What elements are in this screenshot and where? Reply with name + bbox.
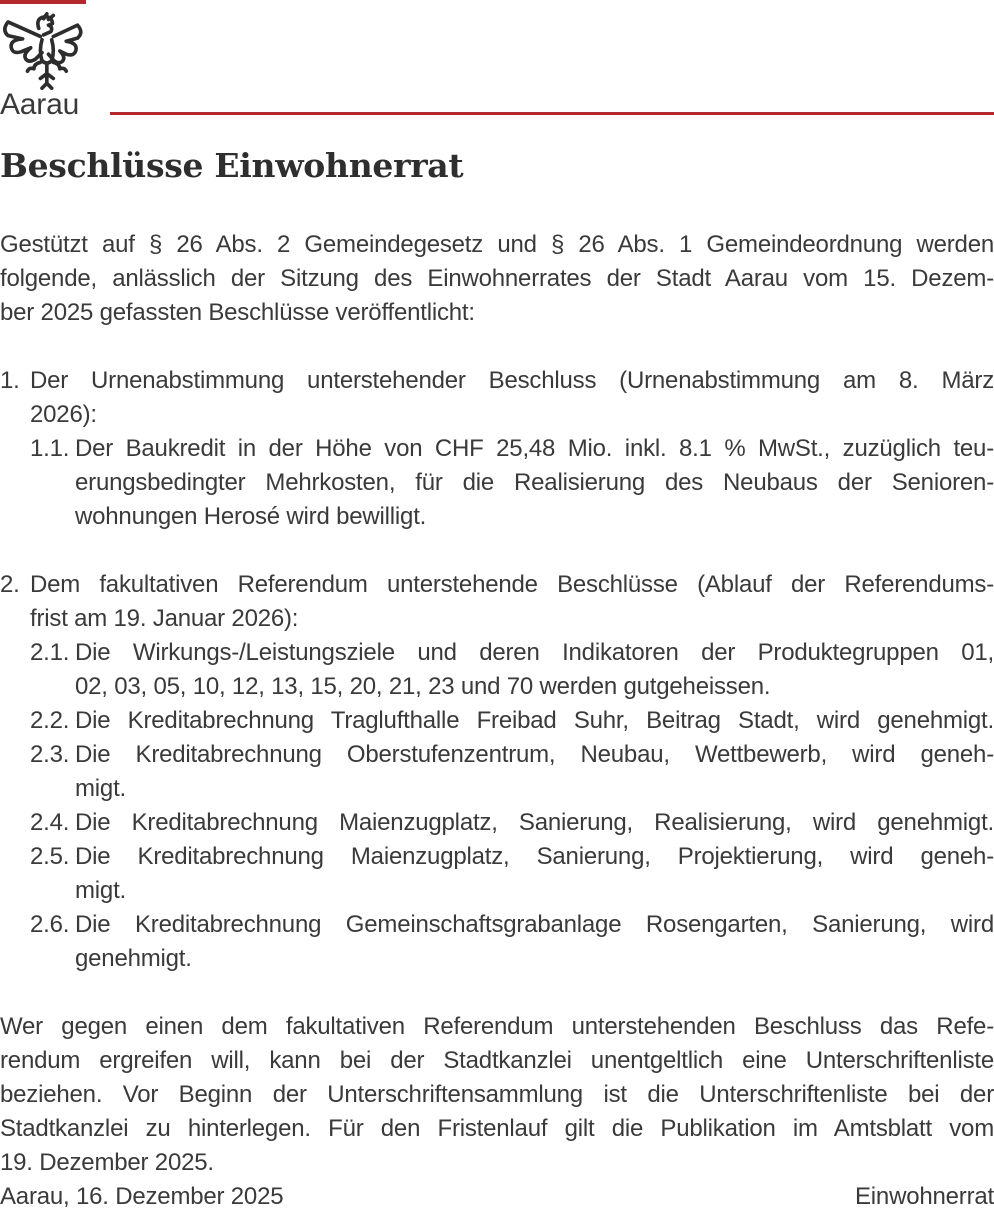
text-line: Die Wirkungs-/Leistungsziele und deren Indikatoren der Produktegruppen 01, — [75, 639, 994, 666]
list-item-2-4 — [0, 806, 994, 840]
list-item-2-5 — [0, 840, 994, 908]
list-item-2-2 — [0, 704, 994, 738]
logo-city-name: Aarau — [0, 88, 80, 121]
item-marker: 1.1. — [30, 435, 70, 462]
text-line: Gestützt auf § 26 Abs. 2 Gemeindegesetz und § 26 Abs. 1 Gemeindeordnung werden — [0, 231, 994, 258]
text-line: Die Kreditabrechnung Oberstufenzentrum, Neubau, Wettbewerb, wird geneh- — [75, 741, 994, 768]
page-title: Beschlüsse Einwohnerrat — [0, 146, 464, 185]
intro-paragraph — [0, 228, 994, 330]
text-line: Wer gegen einen dem fakultativen Referendum unterstehenden Beschluss das Refe- — [0, 1013, 994, 1040]
header-rule — [110, 112, 994, 115]
item-marker: 2.5. — [30, 843, 70, 870]
text-line: wohnungen Herosé wird bewilligt. — [75, 503, 427, 530]
list-item-2-3 — [0, 738, 994, 806]
text-line: Die Kreditabrechnung Gemeinschaftsgrabanlage Rosengarten, Sanierung, wird — [75, 911, 994, 938]
text-line: beziehen. Vor Beginn der Unterschriftensammlung ist die Unterschriftenliste bei der — [0, 1081, 994, 1108]
signature: Einwohnerrat — [854, 1183, 994, 1210]
list-item-2 — [0, 568, 994, 636]
item-marker: 2.4. — [30, 809, 70, 836]
list-item-2-6 — [0, 908, 994, 976]
closing-paragraph — [0, 1010, 994, 1180]
text-line: rendum ergreifen will, kann bei der Stadtkanzlei unentgeltlich eine Unterschriftenliste — [0, 1047, 994, 1074]
item-marker: 1. — [0, 367, 20, 394]
text-line: 2026): — [30, 401, 97, 428]
text-line: Der Urnenabstimmung unterstehender Beschluss (Urnenabstimmung am 8. März — [30, 367, 994, 394]
place-date: Aarau, 16. Dezember 2025 — [0, 1183, 284, 1210]
item-marker: 2.3. — [30, 741, 70, 768]
text-line: genehmigt. — [75, 945, 192, 972]
document-header — [0, 0, 994, 124]
text-line: 02, 03, 05, 10, 12, 13, 15, 20, 21, 23 und 70 werden gutgeheissen. — [75, 673, 771, 700]
text-line: folgende, anlässlich der Sitzung des Einwohnerrates der Stadt Aarau vom 15. Dezem- — [0, 265, 994, 292]
item-marker: 2.6. — [30, 911, 70, 938]
text-line: Die Kreditabrechnung Maienzugplatz, Sanierung, Realisierung, wird genehmigt. — [75, 809, 994, 836]
text-line: Dem fakultativen Referendum unterstehende Beschlüsse (Ablauf der Referendums- — [30, 571, 994, 598]
text-line: Stadtkanzlei zu hinterlegen. Für den Fristenlauf gilt die Publikation im Amtsblatt vom — [0, 1115, 994, 1142]
text-line: migt. — [75, 877, 127, 904]
list-item-2-1 — [0, 636, 994, 704]
signature-row — [0, 1180, 994, 1214]
text-line: frist am 19. Januar 2026): — [30, 605, 299, 632]
logo-red-bar — [0, 0, 86, 4]
text-line: Der Baukredit in der Höhe von CHF 25,48 Mio. inkl. 8.1 % MwSt., zuzüglich teu- — [75, 435, 994, 462]
aarau-eagle-icon — [0, 12, 84, 90]
text-line: erungsbedingter Mehrkosten, für die Realisierung des Neubaus der Senioren- — [75, 469, 994, 496]
text-line: ber 2025 gefassten Beschlüsse veröffentlicht: — [0, 299, 475, 326]
text-line: Die Kreditabrechnung Maienzugplatz, Sanierung, Projektierung, wird geneh- — [75, 843, 994, 870]
item-marker: 2. — [0, 571, 20, 598]
text-line: migt. — [75, 775, 127, 802]
item-marker: 2.1. — [30, 639, 70, 666]
list-item-1 — [0, 364, 994, 432]
list-item-1-1 — [0, 432, 994, 534]
text-line: 19. Dezember 2025. — [0, 1149, 214, 1176]
text-line: Die Kreditabrechnung Traglufthalle Freibad Suhr, Beitrag Stadt, wird genehmigt. — [75, 707, 994, 734]
document-body — [0, 228, 994, 1214]
item-marker: 2.2. — [30, 707, 70, 734]
